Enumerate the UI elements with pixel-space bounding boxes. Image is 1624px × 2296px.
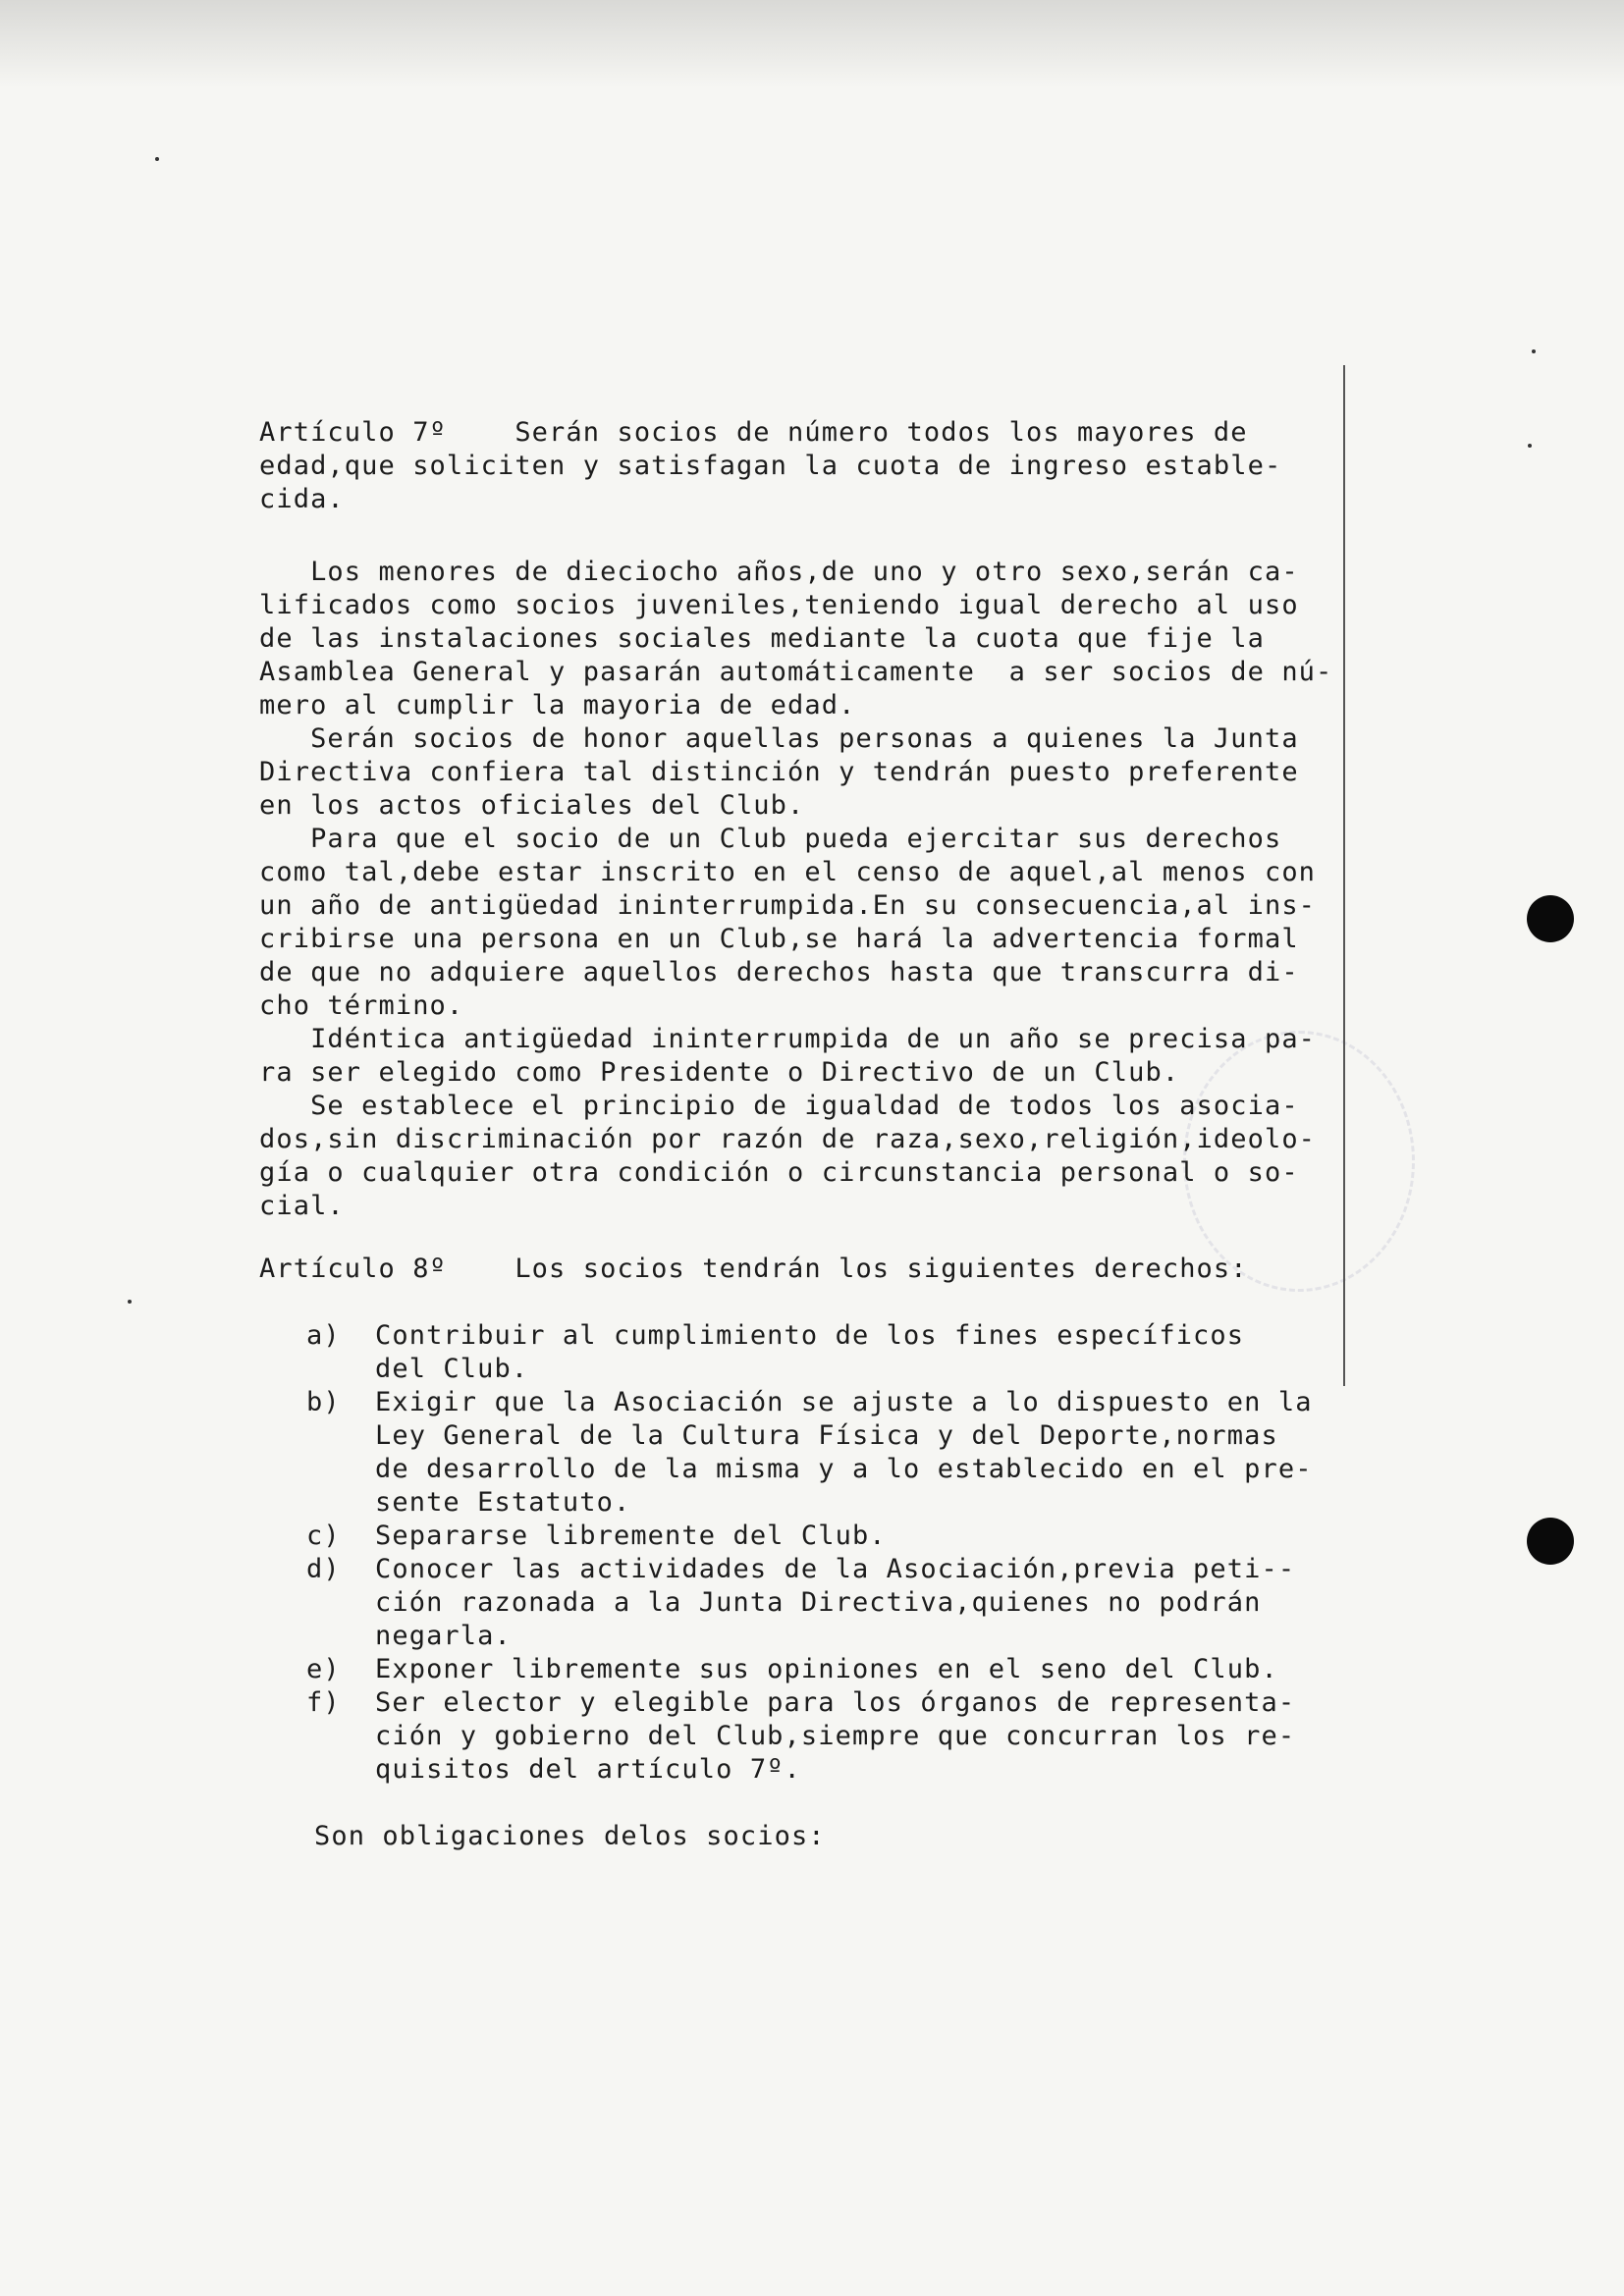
paragraph-juveniles xyxy=(259,556,1333,722)
list-marker: c) xyxy=(306,1521,341,1551)
article-7-intro xyxy=(259,416,1329,516)
article-8 xyxy=(259,1253,1329,1853)
rights-list xyxy=(306,1319,1329,1787)
scan-shadow xyxy=(0,0,1624,88)
text-line: lificados como socios juveniles,teniendo igual derecho al uso xyxy=(259,590,1299,620)
text-line: mero al cumplir la mayoria de edad. xyxy=(259,690,856,721)
text-line: de las instalaciones sociales mediante la cuota que fije la xyxy=(259,623,1265,654)
text-line: Directiva confiera tal distinción y tendrán puesto preferente xyxy=(259,757,1299,787)
text-line: en los actos oficiales del Club. xyxy=(259,790,805,821)
text-line: Separarse libremente del Club. xyxy=(375,1521,887,1551)
text-line: Ley General de la Cultura Física y del Deporte,normas xyxy=(375,1420,1278,1451)
text-line: Idéntica antigüedad ininterrumpida de un año se precisa pa- xyxy=(259,1024,1317,1054)
text-line: Ser elector y elegible para los órganos de representa- xyxy=(375,1687,1296,1718)
text-line: sente Estatuto. xyxy=(375,1487,631,1518)
text-line: Se establece el principio de igualdad de todos los asocia- xyxy=(259,1091,1299,1121)
list-marker: d) xyxy=(306,1554,341,1584)
list-marker: e) xyxy=(306,1654,341,1684)
list-item xyxy=(306,1520,1329,1553)
scan-speck xyxy=(128,1300,132,1304)
text-line: ción razonada a la Junta Directiva,quienes no podrán xyxy=(375,1587,1262,1618)
list-item xyxy=(306,1653,1329,1686)
text-line: de que no adquiere aquellos derechos hasta que transcurra di- xyxy=(259,957,1299,988)
text-line: negarla. xyxy=(375,1621,512,1651)
text-line: Los menores de dieciocho años,de uno y otro sexo,serán ca- xyxy=(259,557,1299,587)
list-marker: f) xyxy=(306,1687,341,1718)
article-7 xyxy=(259,416,1333,1223)
paragraph-honor xyxy=(259,722,1329,823)
list-marker: b) xyxy=(306,1387,341,1417)
scan-speck xyxy=(1528,444,1532,448)
paragraph-antiguedad xyxy=(259,1023,1329,1090)
text-line: Contribuir al cumplimiento de los fines específicos xyxy=(375,1320,1245,1351)
margin-rule xyxy=(1343,365,1345,1386)
paragraph-derechos xyxy=(259,823,1329,1023)
document-body xyxy=(259,416,1333,1853)
list-item xyxy=(306,1553,1329,1653)
scan-speck xyxy=(1532,349,1536,353)
list-item xyxy=(306,1386,1329,1520)
text-line: ra ser elegido como Presidente o Directivo de un Club. xyxy=(259,1057,1180,1088)
text-line: edad,que soliciten y satisfagan la cuota de ingreso estable- xyxy=(259,451,1282,481)
text-line: cho término. xyxy=(259,990,464,1021)
text-line: Serán socios de honor aquellas personas a quienes la Junta xyxy=(259,723,1299,754)
text-line: dos,sin discriminación por razón de raza,sexo,religión,ideolo- xyxy=(259,1124,1317,1154)
text-line: como tal,debe estar inscrito en el censo de aquel,al menos con xyxy=(259,857,1317,887)
text-line: ción y gobierno del Club,siempre que concurran los re- xyxy=(375,1721,1296,1751)
text-line: quisitos del artículo 7º. xyxy=(375,1754,801,1785)
list-item xyxy=(306,1319,1329,1386)
text-line: cida. xyxy=(259,484,345,514)
article-8-heading: Artículo 8º Los socios tendrán los siguientes derechos: xyxy=(259,1254,1248,1284)
list-marker: a) xyxy=(306,1320,341,1351)
text-line: Exponer libremente sus opiniones en el seno del Club. xyxy=(375,1654,1278,1684)
paragraph-igualdad xyxy=(259,1090,1329,1223)
text-line: de desarrollo de la misma y a lo establecido en el pre- xyxy=(375,1454,1313,1484)
text-line: del Club. xyxy=(375,1354,529,1384)
obligations-heading: Son obligaciones delos socios: xyxy=(314,1821,826,1851)
text-line: Para que el socio de un Club pueda ejercitar sus derechos xyxy=(259,824,1282,854)
text-line: cial. xyxy=(259,1191,345,1221)
text-line: Artículo 7º Serán socios de número todos los mayores de xyxy=(259,417,1248,448)
scan-speck xyxy=(155,157,159,161)
text-line: Exigir que la Asociación se ajuste a lo dispuesto en la xyxy=(375,1387,1313,1417)
text-line: cribirse una persona en un Club,se hará la advertencia formal xyxy=(259,924,1299,954)
punch-hole xyxy=(1527,895,1574,942)
text-line: Asamblea General y pasarán automáticamente a ser socios de nú- xyxy=(259,657,1333,687)
punch-hole xyxy=(1527,1518,1574,1565)
text-line: un año de antigüedad ininterrumpida.En su consecuencia,al ins- xyxy=(259,890,1317,921)
text-line: Conocer las actividades de la Asociación,previa peti-- xyxy=(375,1554,1296,1584)
text-line: gía o cualquier otra condición o circunstancia personal o so- xyxy=(259,1157,1299,1188)
list-item xyxy=(306,1686,1329,1787)
